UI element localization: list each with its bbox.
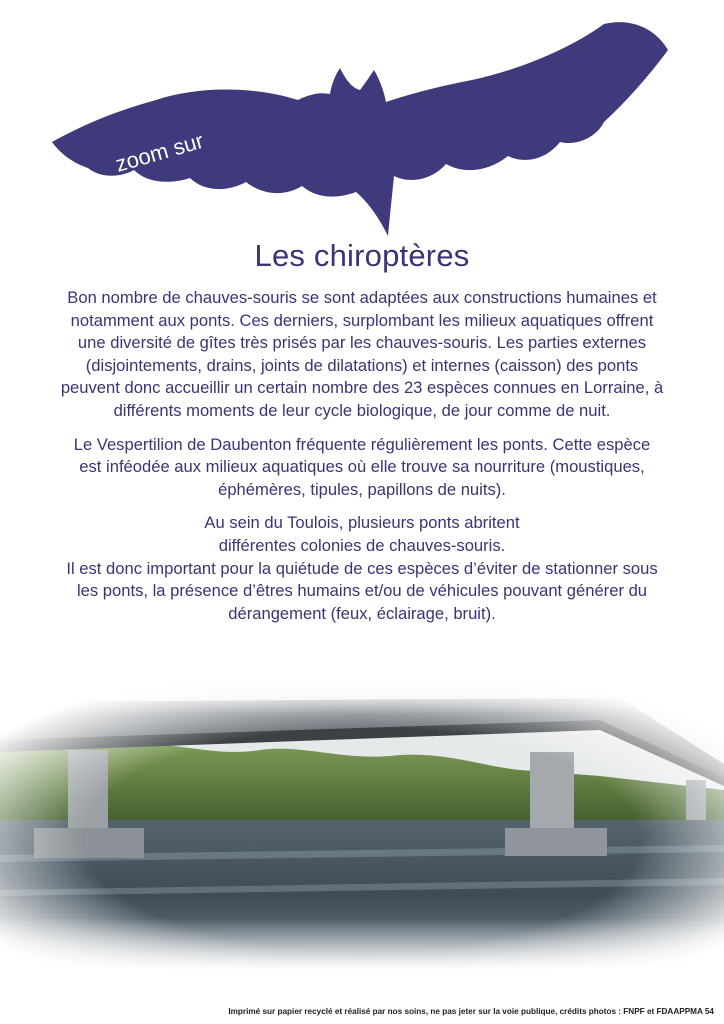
- text-line: dérangement (feux, éclairage, bruit).: [228, 603, 496, 623]
- text-line: Bon nombre de chauves-souris se sont adaptées aux constructions humaines et: [67, 288, 657, 307]
- page-title: Les chiroptères: [254, 238, 470, 273]
- bat-banner: [48, 14, 674, 244]
- text-line: éphémères, tipules, papillons de nuits).: [218, 479, 506, 499]
- bat-silhouette-icon: [48, 14, 674, 244]
- body-text: [20, 287, 704, 636]
- banner-label: zoom sur: [112, 127, 207, 177]
- text-line: Il est donc important pour la quiétude de ces espèces d’éviter de stationner sous: [66, 558, 658, 578]
- text-line: différentes colonies de chauves-souris.: [218, 535, 506, 555]
- text-line: les ponts, la présence d’êtres humains et/ou de véhicules pouvant générer du: [76, 581, 648, 601]
- text-line: Au sein du Toulois, plusieurs ponts abritent: [204, 513, 520, 533]
- bat-shape: [52, 22, 668, 236]
- text-line: une diversité de gîtes très prisés par les chauves-souris. Les parties externes: [77, 333, 647, 353]
- text-line: peuvent donc accueillir un certain nombre des 23 espèces connues en Lorraine, à: [60, 378, 664, 398]
- text-line: notamment aux ponts. Ces derniers, surplombant les milieux aquatiques offrent: [70, 310, 654, 330]
- paragraph-intro: [20, 287, 704, 423]
- text-line: Le Vespertilion de Daubenton fréquente régulièrement les ponts. Cette espèce: [73, 434, 651, 454]
- text-line: (disjointements, drains, joints de dilatations) et internes (caisson) des ponts: [85, 355, 639, 375]
- footer-credit: Imprimé sur papier recyclé et réalisé par nos soins, ne pas jeter sur la voie publique, crédits photos : FNPF et FDAAPPMA 54: [228, 1007, 714, 1016]
- text-line: différents moments de leur cycle biologique, de jour comme de nuit.: [113, 400, 611, 420]
- text-line: est inféodée aux milieux aquatiques où elle trouve sa nourriture (moustiques,: [79, 457, 645, 477]
- bridge-over-river-photo: [0, 680, 724, 970]
- paragraph-daubenton: [20, 434, 704, 502]
- paragraph-toulois: [20, 512, 704, 625]
